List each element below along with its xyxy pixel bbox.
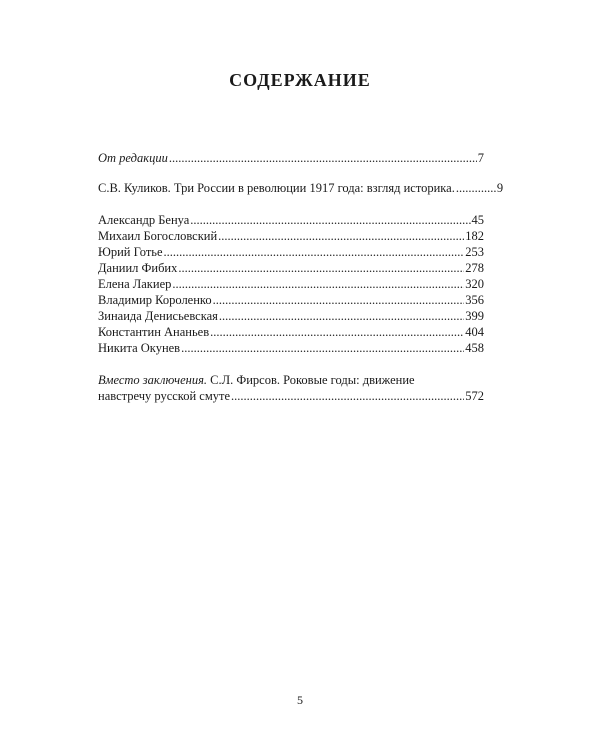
toc-entry-label: Даниил Фибих (98, 261, 178, 275)
leader-dots (456, 180, 496, 196)
page-number: 5 (297, 693, 303, 707)
page-title: СОДЕРЖАНИЕ (229, 70, 371, 90)
leader-dots (178, 260, 464, 276)
toc-entry-diary[interactable] (98, 228, 484, 244)
leader-dots (169, 150, 477, 166)
toc-page-number: 9 (496, 181, 504, 195)
toc-page-number: 182 (465, 229, 484, 243)
toc-page-number: 356 (465, 293, 484, 307)
table-of-contents (98, 150, 504, 404)
leader-dots (190, 212, 470, 228)
toc-entry-kulikov[interactable] (98, 180, 504, 196)
toc-entry-diary[interactable] (98, 340, 484, 356)
toc-entry-diary[interactable] (98, 292, 484, 308)
toc-entry-editorial[interactable] (98, 150, 484, 166)
toc-entry-label: Елена Лакиер (98, 277, 172, 291)
leader-dots (219, 308, 464, 324)
toc-entry-conclusion[interactable] (98, 372, 484, 404)
toc-entry-label: Владимир Короленко (98, 293, 212, 307)
leader-dots (210, 324, 464, 340)
toc-page-number: 253 (465, 245, 484, 259)
toc-entry-diary[interactable] (98, 276, 484, 292)
toc-entry-diary[interactable] (98, 324, 484, 340)
toc-entry-diary[interactable] (98, 212, 484, 228)
toc-page-number: 45 (471, 213, 484, 227)
leader-dots (213, 292, 465, 308)
toc-page-number: 404 (465, 325, 484, 339)
leader-dots (181, 340, 464, 356)
leader-dots (172, 276, 464, 292)
toc-entry-label-italic: Вместо заключения. (98, 373, 208, 387)
toc-entry-diary[interactable] (98, 244, 484, 260)
leader-dots (218, 228, 464, 244)
toc-entry-label: Константин Ананьев (98, 325, 210, 339)
toc-entry-label: Зинаида Денисьевская (98, 309, 218, 323)
toc-page-number: 458 (465, 341, 484, 355)
toc-entry-label: С.В. Куликов. Три России в революции 1917 года: взгляд историка. (98, 181, 455, 195)
toc-page-number: 320 (465, 277, 484, 291)
toc-entry-label: От редакции (98, 151, 168, 165)
toc-entry-label: С.Л. Фирсов. Роковые годы: движение (210, 373, 415, 387)
toc-page-number: 399 (465, 309, 484, 323)
leader-dots (231, 388, 464, 404)
toc-entry-diary[interactable] (98, 308, 484, 324)
toc-entry-label-cont: навстречу русской смуте (98, 389, 231, 403)
toc-page-number: 572 (465, 389, 484, 403)
toc-entry-diary[interactable] (98, 260, 484, 276)
toc-page-number: 278 (465, 261, 484, 275)
toc-entry-label: Юрий Готье (98, 245, 163, 259)
toc-entry-label: Михаил Богословский (98, 229, 218, 243)
toc-entry-label: Александр Бенуа (98, 213, 190, 227)
toc-entry-label: Никита Окунев (98, 341, 181, 355)
leader-dots (164, 244, 465, 260)
toc-page-number: 7 (477, 151, 484, 165)
